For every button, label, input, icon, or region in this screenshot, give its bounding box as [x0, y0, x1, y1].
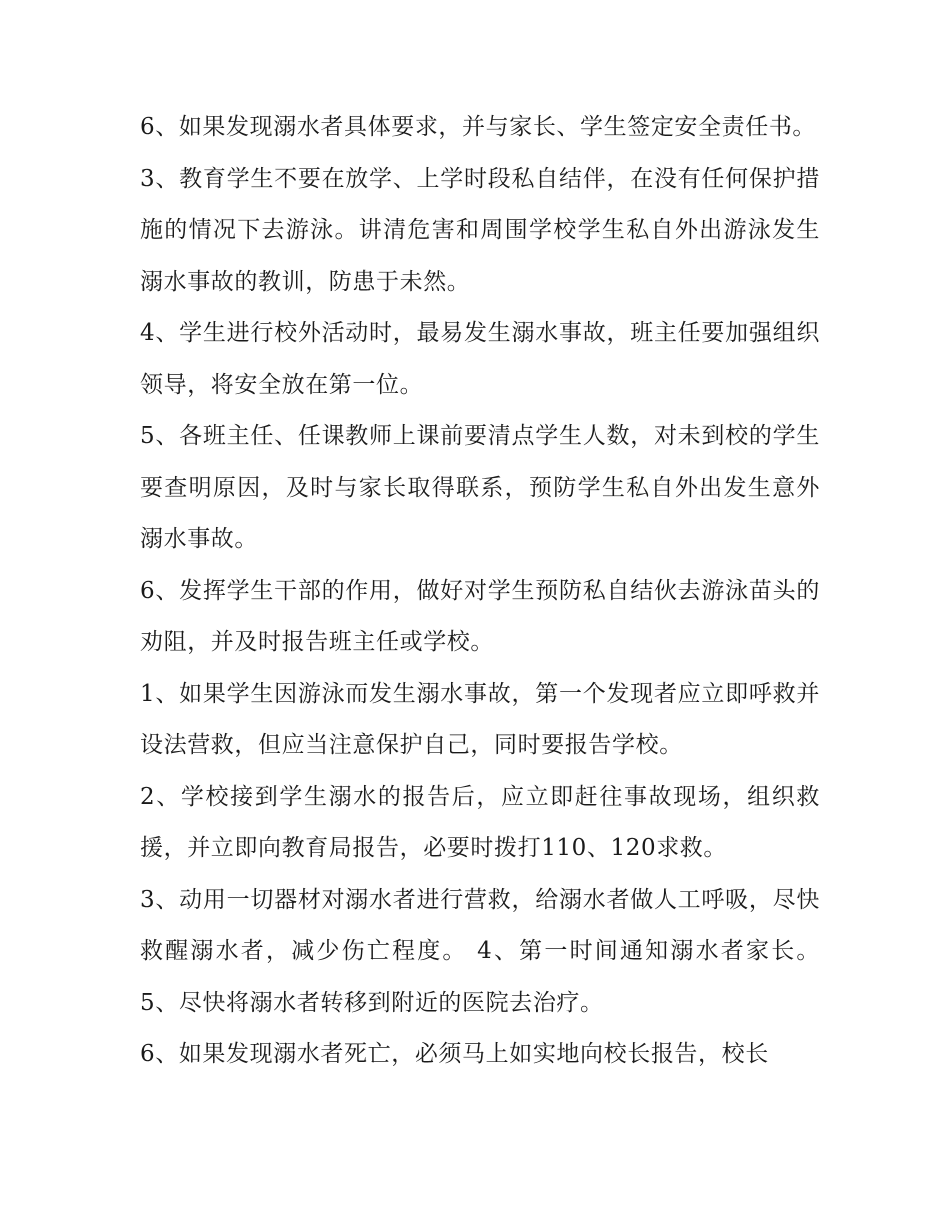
paragraph-5: 6、发挥学生干部的作用，做好对学生预防私自结伙去游泳苗头的劝阻，并及时报告班主任或学校。: [140, 577, 820, 655]
paragraph-7: 2、学校接到学生溺水的报告后，应立即赶往事故现场，组织救援，并立即向教育局报告，必要时拨打110、120求救。: [140, 783, 820, 861]
document-body: [140, 102, 820, 1081]
paragraph-1: 6、如果发现溺水者具体要求，并与家长、学生签定安全责任书。: [140, 114, 817, 140]
paragraph-2: 3、教育学生不要在放学、上学时段私自结伴，在没有任何保护措施的情况下去游泳。讲清危害和周围学校学生私自外出游泳发生溺水事故的教训，防患于未然。: [140, 165, 820, 295]
paragraph-3: 4、学生进行校外活动时，最易发生溺水事故，班主任要加强组织领导，将安全放在第一位。: [140, 320, 820, 398]
paragraph-9: 6、如果发现溺水者死亡，必须马上如实地向校长报告，校长: [140, 1041, 769, 1067]
paragraph-4: 5、各班主任、任课教师上课前要清点学生人数，对未到校的学生要查明原因，及时与家长取得联系，预防学生私自外出发生意外溺水事故。: [140, 423, 820, 552]
paragraph-8: 3、动用一切器材对溺水者进行营救，给溺水者做人工呼吸，尽快救醒溺水者，减少伤亡程度。 4、第一时间通知溺水者家长。 5、尽快将溺水者转移到附近的医院去治疗。: [140, 886, 820, 1016]
paragraph-6: 1、如果学生因游泳而发生溺水事故，第一个发现者应立即呼救并设法营救，但应当注意保护自己，同时要报告学校。: [140, 680, 820, 758]
